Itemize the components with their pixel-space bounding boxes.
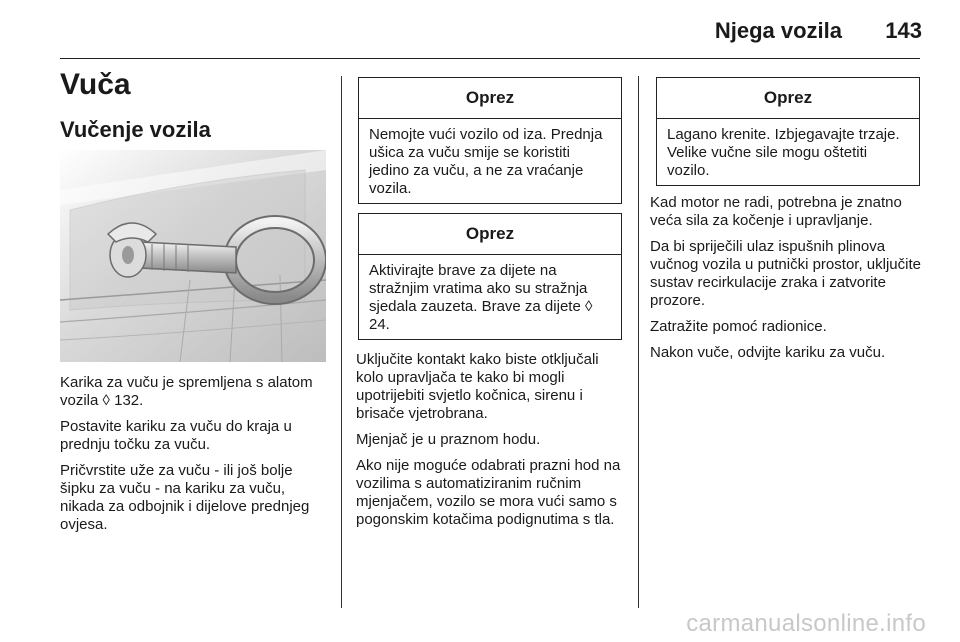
paragraph: Nakon vuče, odvijte kariku za vuču. — [650, 344, 886, 361]
paragraph: Zatražite pomoć radionice. — [650, 318, 827, 335]
towing-eye-drawing — [60, 150, 326, 362]
paragraph: Ako nije moguće odabrati prazni hod na vozilima s automatiziranim ručnim mjenjačem, vozilo se mora vući samo s pogonskim kotačima podignutima s tla. — [356, 457, 621, 528]
paragraph: Postavite kariku za vuču do kraja u prednju točku za vuču. — [60, 418, 292, 453]
column-1-text — [60, 374, 330, 542]
section-title: Vuča — [60, 68, 131, 101]
paragraph: Mjenjač je u praznom hodu. — [356, 431, 541, 448]
watermark: carmanualsonline.info — [686, 610, 926, 637]
running-header-title: Njega vozila — [714, 18, 842, 43]
towing-eye-illustration — [60, 150, 326, 362]
column-3-text — [650, 194, 922, 370]
paragraph: Da bi spriječili ulaz ispušnih plinova vučnog vozila u putnički prostor, uključite sustav recirkulacije zraka i zatvorite prozore. — [650, 238, 921, 309]
paragraph: Pričvrstite uže za vuču - ili još bolje šipku za vuču - na kariku za vuču, nikada za odbojnik i dijelove prednjeg ovjesa. — [60, 462, 310, 533]
subsection-title: Vučenje vozila — [60, 117, 211, 142]
caution-box — [358, 77, 622, 204]
paragraph: Karika za vuču je spremljena s alatom vozila ◊ 132. — [60, 374, 313, 409]
paragraph: Uključite kontakt kako biste otključali kolo upravljača te kako bi mogli upotrijebiti svjetlo kočnica, sirenu i brisače vjetrobrana. — [356, 351, 599, 422]
caution-heading: Oprez — [657, 78, 919, 119]
page-number: 143 — [885, 18, 922, 43]
column-2-text — [356, 351, 624, 537]
column-divider-left — [341, 76, 342, 608]
caution-box — [358, 213, 622, 340]
caution-body: Aktivirajte brave za dijete na stražnjim vratima ako su stražnja sjedala zauzeta. Brave za dijete ◊ 24. — [369, 262, 593, 333]
caution-body: Nemojte vući vozilo od iza. Prednja ušica za vuču smije se koristiti jedino za vuču, a ne za vraćanje vozila. — [369, 126, 603, 197]
caution-body: Lagano krenite. Izbjegavajte trzaje. Velike vučne sile mogu oštetiti vozilo. — [667, 126, 900, 179]
caution-box — [656, 77, 920, 186]
header-rule — [60, 58, 920, 59]
column-divider-right — [638, 76, 639, 608]
caution-heading: Oprez — [359, 214, 621, 255]
paragraph: Kad motor ne radi, potrebna je znatno veća sila za kočenje i upravljanje. — [650, 194, 902, 229]
caution-heading: Oprez — [359, 78, 621, 119]
